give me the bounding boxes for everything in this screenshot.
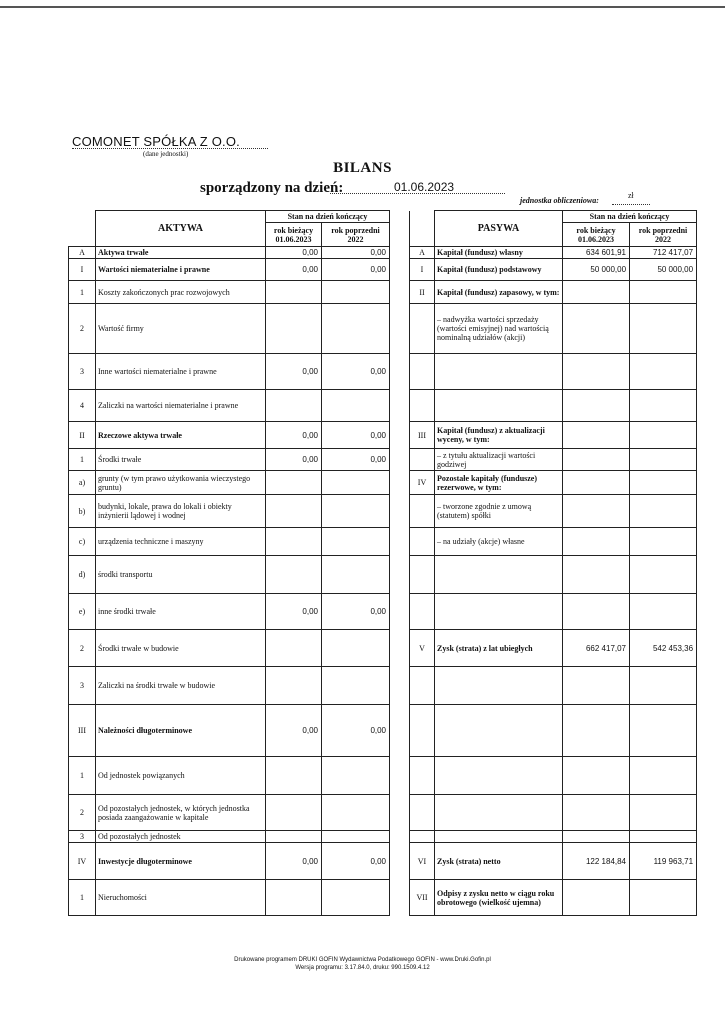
table-row: [69, 304, 697, 354]
liabilities-current-value: [563, 422, 630, 449]
assets-row-number: b): [69, 495, 96, 528]
liabilities-current-year-header: rok bieżący 01.06.2023: [563, 223, 630, 247]
assets-row-label: Wartości niematerialne i prawne: [96, 259, 266, 281]
liabilities-previous-value: [630, 354, 697, 390]
liabilities-row-label: [435, 390, 563, 422]
liabilities-row-label: Zysk (strata) z lat ubiegłych: [435, 630, 563, 667]
table-row: [69, 259, 697, 281]
liabilities-current-value: [563, 304, 630, 354]
liabilities-row-number: II: [410, 281, 435, 304]
assets-previous-value: [322, 390, 390, 422]
assets-previous-value: 0,00: [322, 705, 390, 757]
assets-current-value: [266, 304, 322, 354]
unit-label: (dane jednostki): [143, 150, 189, 158]
document-title: BILANS: [333, 160, 392, 176]
liabilities-previous-value: [630, 471, 697, 495]
column-gap: [390, 757, 410, 795]
assets-row-label: Środki trwałe w budowie: [96, 630, 266, 667]
assets-current-value: 0,00: [266, 705, 322, 757]
liabilities-row-number: VI: [410, 843, 435, 880]
assets-previous-value: [322, 304, 390, 354]
assets-current-value: [266, 795, 322, 831]
column-gap: [390, 594, 410, 630]
table-row: [69, 757, 697, 795]
table-row: [69, 495, 697, 528]
assets-row-number: 4: [69, 390, 96, 422]
liabilities-row-number: [410, 449, 435, 471]
liabilities-current-value: [563, 831, 630, 843]
assets-previous-value: [322, 795, 390, 831]
assets-row-label: Zaliczki na wartości niematerialne i prawne: [96, 390, 266, 422]
assets-row-label: grunty (w tym prawo użytkowania wieczystego gruntu): [96, 471, 266, 495]
assets-previous-value: [322, 281, 390, 304]
liabilities-current-value: [563, 281, 630, 304]
assets-row-number: 2: [69, 795, 96, 831]
liabilities-previous-value: [630, 449, 697, 471]
liabilities-row-number: [410, 528, 435, 556]
column-gap: [390, 495, 410, 528]
assets-row-label: Od jednostek powiązanych: [96, 757, 266, 795]
liabilities-row-label: Odpisy z zysku netto w ciągu roku obrotowego (wielkość ujemna): [435, 880, 563, 916]
assets-row-label: Aktywa trwałe: [96, 247, 266, 259]
assets-previous-value: [322, 630, 390, 667]
liabilities-row-label: Kapitał (fundusz) własny: [435, 247, 563, 259]
liabilities-row-label: [435, 594, 563, 630]
liabilities-row-number: [410, 831, 435, 843]
liabilities-previous-value: [630, 556, 697, 594]
table-row: [69, 705, 697, 757]
assets-current-value: [266, 471, 322, 495]
assets-row-number: e): [69, 594, 96, 630]
assets-row-number: d): [69, 556, 96, 594]
assets-previous-value: [322, 471, 390, 495]
table-row: [69, 449, 697, 471]
liabilities-current-value: [563, 449, 630, 471]
assets-period-header: Stan na dzień kończący: [266, 211, 390, 223]
assets-row-number: 3: [69, 667, 96, 705]
liabilities-previous-value: [630, 795, 697, 831]
liabilities-row-number: [410, 354, 435, 390]
liabilities-current-value: 634 601,91: [563, 247, 630, 259]
column-gap: [390, 528, 410, 556]
table-row: [69, 471, 697, 495]
liabilities-current-value: [563, 471, 630, 495]
liabilities-row-label: Kapitał (fundusz) zapasowy, w tym:: [435, 281, 563, 304]
liabilities-row-label: Kapitał (fundusz) z aktualizacji wyceny, w tym:: [435, 422, 563, 449]
print-footer: [0, 956, 725, 972]
column-gap: [390, 422, 410, 449]
liabilities-current-value: 122 184,84: [563, 843, 630, 880]
liabilities-row-number: [410, 390, 435, 422]
assets-current-value: 0,00: [266, 843, 322, 880]
table-row: [69, 594, 697, 630]
liabilities-header: PASYWA: [435, 211, 563, 247]
column-gap: [390, 354, 410, 390]
assets-row-label: Rzeczowe aktywa trwałe: [96, 422, 266, 449]
assets-current-value: 0,00: [266, 247, 322, 259]
liabilities-row-label: Pozostałe kapitały (fundusze) rezerwowe, w tym:: [435, 471, 563, 495]
liabilities-row-label: [435, 831, 563, 843]
assets-row-number: 1: [69, 449, 96, 471]
liabilities-row-number: [410, 667, 435, 705]
assets-previous-value: [322, 667, 390, 705]
liabilities-row-label: Kapitał (fundusz) podstawowy: [435, 259, 563, 281]
table-row: [69, 354, 697, 390]
assets-current-value: [266, 390, 322, 422]
assets-row-label: Od pozostałych jednostek: [96, 831, 266, 843]
company-dotted-line: [72, 148, 268, 149]
liabilities-current-value: [563, 556, 630, 594]
liabilities-current-value: [563, 594, 630, 630]
liabilities-previous-value: 50 000,00: [630, 259, 697, 281]
liabilities-row-number: I: [410, 259, 435, 281]
column-gap: [390, 630, 410, 667]
column-gap: [390, 449, 410, 471]
liabilities-row-number: [410, 304, 435, 354]
assets-row-number: 1: [69, 281, 96, 304]
liabilities-previous-value: 542 453,36: [630, 630, 697, 667]
assets-row-number: 2: [69, 630, 96, 667]
liabilities-row-number: [410, 795, 435, 831]
assets-row-number: 1: [69, 880, 96, 916]
assets-current-value: [266, 495, 322, 528]
assets-previous-value: [322, 556, 390, 594]
assets-row-number: c): [69, 528, 96, 556]
liabilities-previous-value: [630, 390, 697, 422]
liabilities-current-value: [563, 390, 630, 422]
liabilities-previous-value: [630, 667, 697, 705]
liabilities-previous-value: [630, 495, 697, 528]
assets-current-value: [266, 630, 322, 667]
assets-previous-value: [322, 880, 390, 916]
liabilities-row-label: Zysk (strata) netto: [435, 843, 563, 880]
assets-current-value: [266, 880, 322, 916]
column-gap: [390, 390, 410, 422]
assets-row-number: III: [69, 705, 96, 757]
liabilities-row-label: [435, 795, 563, 831]
liabilities-previous-value: [630, 757, 697, 795]
liabilities-previous-value: 712 417,07: [630, 247, 697, 259]
column-gap: [390, 247, 410, 259]
column-gap: [390, 259, 410, 281]
scan-top-edge: [0, 6, 725, 8]
assets-row-number: a): [69, 471, 96, 495]
column-gap: [390, 843, 410, 880]
assets-current-value: 0,00: [266, 449, 322, 471]
assets-previous-year-header: rok poprzedni 2022: [322, 223, 390, 247]
assets-row-number: 3: [69, 354, 96, 390]
liabilities-previous-value: [630, 304, 697, 354]
liabilities-previous-value: [630, 528, 697, 556]
assets-previous-value: 0,00: [322, 594, 390, 630]
liabilities-row-label: [435, 556, 563, 594]
column-gap: [390, 304, 410, 354]
liabilities-row-number: [410, 757, 435, 795]
liabilities-previous-value: [630, 831, 697, 843]
unit-of-account-label: jednostka obliczeniowa:: [520, 196, 599, 205]
liabilities-previous-value: 119 963,71: [630, 843, 697, 880]
table-row: [69, 843, 697, 880]
table-row: [69, 880, 697, 916]
liabilities-current-value: 50 000,00: [563, 259, 630, 281]
liabilities-period-header: Stan na dzień kończący: [563, 211, 697, 223]
liabilities-row-label: – na udziały (akcje) własne: [435, 528, 563, 556]
liabilities-previous-value: [630, 594, 697, 630]
assets-row-number: 3: [69, 831, 96, 843]
assets-previous-value: 0,00: [322, 422, 390, 449]
assets-row-label: Od pozostałych jednostek, w których jednostka posiada zaangażowanie w kapitale: [96, 795, 266, 831]
column-gap: [390, 471, 410, 495]
table-row: [69, 390, 697, 422]
assets-row-number: I: [69, 259, 96, 281]
liabilities-row-number: III: [410, 422, 435, 449]
footer-version-line: Wersja programu: 3.17.84.0, druku: 990.1509.4.12: [295, 965, 430, 971]
liabilities-row-label: – z tytułu aktualizacji wartości godziwej: [435, 449, 563, 471]
table-row: [69, 247, 697, 259]
assets-previous-value: [322, 495, 390, 528]
assets-row-label: środki transportu: [96, 556, 266, 594]
assets-row-label: Koszty zakończonych prac rozwojowych: [96, 281, 266, 304]
liabilities-current-value: [563, 667, 630, 705]
liabilities-current-value: [563, 757, 630, 795]
currency-dotted-line: [612, 204, 650, 205]
assets-previous-value: [322, 831, 390, 843]
assets-current-value: 0,00: [266, 354, 322, 390]
liabilities-current-value: 662 417,07: [563, 630, 630, 667]
prepared-on-label: sporządzony na dzień:: [200, 180, 344, 196]
liabilities-previous-value: [630, 880, 697, 916]
assets-current-value: [266, 281, 322, 304]
liabilities-row-label: [435, 667, 563, 705]
table-row: [69, 630, 697, 667]
assets-row-number: 2: [69, 304, 96, 354]
assets-row-label: Wartość firmy: [96, 304, 266, 354]
table-row: [69, 795, 697, 831]
assets-row-number: IV: [69, 843, 96, 880]
table-row: [69, 528, 697, 556]
liabilities-row-number: [410, 556, 435, 594]
liabilities-row-label: – nadwyżka wartości sprzedaży (wartości emisyjnej) nad wartością nominalną udziałów (akcji): [435, 304, 563, 354]
assets-row-label: Inwestycje długoterminowe: [96, 843, 266, 880]
table-row: [69, 556, 697, 594]
assets-row-label: Zaliczki na środki trwałe w budowie: [96, 667, 266, 705]
liabilities-previous-value: [630, 281, 697, 304]
table-row: [69, 422, 697, 449]
assets-previous-value: 0,00: [322, 449, 390, 471]
column-gap: [390, 281, 410, 304]
liabilities-current-value: [563, 495, 630, 528]
table-row: [69, 667, 697, 705]
table-row: [69, 281, 697, 304]
currency-label: zł: [628, 191, 634, 200]
column-gap: [390, 880, 410, 916]
assets-row-number: A: [69, 247, 96, 259]
assets-previous-value: 0,00: [322, 259, 390, 281]
column-gap: [390, 705, 410, 757]
liabilities-current-value: [563, 795, 630, 831]
footer-program-line: Drukowane programem DRUKI GOFIN Wydawnictwa Podatkowego GOFIN - www.Druki.Gofin.pl: [234, 957, 491, 963]
table-row: [69, 831, 697, 843]
assets-current-value: 0,00: [266, 259, 322, 281]
assets-current-value: [266, 757, 322, 795]
column-gap: [390, 795, 410, 831]
assets-row-label: Inne wartości niematerialne i prawne: [96, 354, 266, 390]
assets-row-number: II: [69, 422, 96, 449]
liabilities-current-value: [563, 528, 630, 556]
liabilities-row-label: – tworzone zgodnie z umową (statutem) spółki: [435, 495, 563, 528]
assets-previous-value: 0,00: [322, 354, 390, 390]
assets-row-label: Środki trwałe: [96, 449, 266, 471]
assets-previous-value: 0,00: [322, 843, 390, 880]
liabilities-previous-year-header: rok poprzedni 2022: [630, 223, 697, 247]
assets-header: AKTYWA: [96, 211, 266, 247]
balance-date: 01.06.2023: [394, 180, 455, 194]
liabilities-row-label: [435, 757, 563, 795]
assets-row-number: 1: [69, 757, 96, 795]
liabilities-previous-value: [630, 422, 697, 449]
assets-current-value: [266, 556, 322, 594]
liabilities-row-number: [410, 705, 435, 757]
assets-row-label: Należności długoterminowe: [96, 705, 266, 757]
assets-current-value: [266, 831, 322, 843]
assets-current-value: [266, 667, 322, 705]
assets-previous-value: [322, 528, 390, 556]
liabilities-current-value: [563, 354, 630, 390]
liabilities-row-number: [410, 495, 435, 528]
assets-current-year-header: rok bieżący 01.06.2023: [266, 223, 322, 247]
column-gap: [390, 831, 410, 843]
column-gap: [390, 556, 410, 594]
assets-current-value: [266, 528, 322, 556]
assets-previous-value: 0,00: [322, 247, 390, 259]
assets-row-label: inne środki trwałe: [96, 594, 266, 630]
company-name: COMONET SPÓŁKA Z O.O.: [72, 134, 240, 149]
column-gap: [390, 667, 410, 705]
liabilities-row-number: A: [410, 247, 435, 259]
liabilities-previous-value: [630, 705, 697, 757]
assets-row-label: urządzenia techniczne i maszyny: [96, 528, 266, 556]
assets-current-value: 0,00: [266, 422, 322, 449]
liabilities-row-number: IV: [410, 471, 435, 495]
assets-row-label: Nieruchomości: [96, 880, 266, 916]
liabilities-row-number: [410, 594, 435, 630]
liabilities-current-value: [563, 880, 630, 916]
liabilities-row-number: VII: [410, 880, 435, 916]
liabilities-row-number: V: [410, 630, 435, 667]
liabilities-row-label: [435, 354, 563, 390]
liabilities-current-value: [563, 705, 630, 757]
assets-row-label: budynki, lokale, prawa do lokali i obiekty inżynierii lądowej i wodnej: [96, 495, 266, 528]
assets-previous-value: [322, 757, 390, 795]
balance-sheet-table: [68, 210, 697, 916]
liabilities-row-label: [435, 705, 563, 757]
assets-current-value: 0,00: [266, 594, 322, 630]
